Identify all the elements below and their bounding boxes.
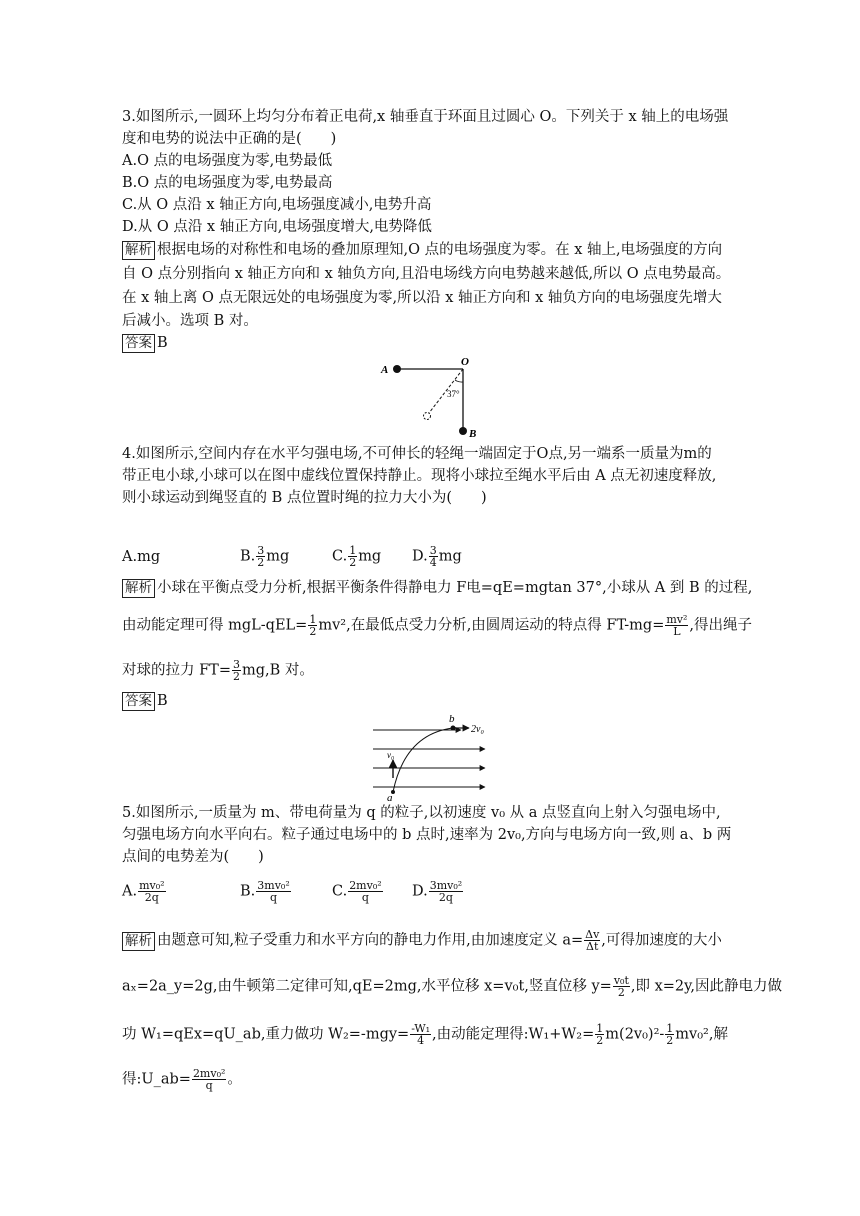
analysis-tag: 解析 bbox=[122, 932, 155, 951]
label-v0: v₀ bbox=[387, 750, 395, 760]
q5-option-b: B. $\frac{\text{3mv₀²}}{q}$ bbox=[240, 879, 290, 904]
q5-option-d: D. $\frac{\text{3mv₀²}}{2q}$ bbox=[412, 879, 463, 904]
q5-option-c: C. $\frac{\text{2mv₀²}}{q}$ bbox=[332, 879, 382, 904]
label-o: O bbox=[461, 356, 469, 368]
point-b-dot bbox=[459, 427, 467, 435]
label-a: a bbox=[387, 792, 393, 802]
q4-options bbox=[122, 545, 462, 568]
trajectory-curve bbox=[393, 728, 453, 792]
q3-stem-line1: 3.如图所示,一圆环上均匀分布着正电荷,x 轴垂直于环面且过圆心 O。下列关于 x 轴上的电场强 bbox=[122, 109, 729, 125]
q4-option-b: B. $\frac{3}{2}$ mg bbox=[240, 544, 290, 569]
q4-answer bbox=[122, 692, 168, 711]
q3-analysis-line3: 在 x 轴上离 O 点无限远处的电场强度为零,所以沿 x 轴正方向和 x 轴负方向的电场强度先增大 bbox=[122, 290, 722, 306]
q4-analysis-line3: 对球的拉力 FT= $\frac{3}{2}$ mg,B 对。 bbox=[122, 658, 314, 683]
answer-tag: 答案 bbox=[122, 334, 155, 353]
q5-analysis-line1: 解析 由题意可知,粒子受重力和水平方向的静电力作用,由加速度定义 a= $\frac{\Delta v}{\Delta t}$ ,可得加速度的大小 bbox=[122, 929, 722, 952]
q5-analysis-line4: 得:U_ab= $\frac{\text{2mv₀²}}{q}$ 。 bbox=[122, 1067, 242, 1092]
q4-option-c: C. $\frac{1}{2}$ mg bbox=[332, 544, 382, 569]
q4-stem-line3: 则小球运动到绳竖直的 B 点位置时绳的拉力大小为( ) bbox=[122, 490, 487, 506]
q3-analysis-line4: 后减小。选项 B 对。 bbox=[122, 313, 258, 329]
q5-stem-line2: 匀强电场方向水平向右。粒子通过电场中的 b 点时,速率为 2v₀,方向与电场方向一致,则 a、b 两 bbox=[122, 827, 732, 843]
electric-field-figure bbox=[365, 712, 505, 802]
q5-stem-line1: 5.如图所示,一质量为 m、带电荷量为 q 的粒子,以初速度 v₀ 从 a 点竖直向上射入匀强电场中, bbox=[122, 805, 721, 821]
q3-answer-value: B bbox=[157, 335, 168, 351]
q5-analysis-line3: 功 W₁=qEx=qU_ab,重力做功 W₂=-mgy= $\frac{\text{-W₁}}{4}$ ,由动能定理得:W₁+W₂= $\frac{1}{2}$ m(2v₀)²- $\frac{1}{2}$ mv₀²,解 bbox=[122, 1022, 728, 1047]
angle-arc bbox=[455, 380, 463, 382]
q4-analysis-line1 bbox=[122, 579, 752, 598]
q4-stem-line1: 4.如图所示,空间内存在水平匀强电场,不可伸长的轻绳一端固定于O点,另一端系一质量为m的 bbox=[122, 446, 712, 462]
q4-analysis-line2: 由动能定理可得 mgL-qEL= $\frac{1}{2}$ mv²,在最低点受力分析,由圆周运动的特点得 FT-mg= $\frac{\text{mv²}}{L}$ ,得出绳子 bbox=[122, 613, 753, 638]
q3-option-d: D.从 O 点沿 x 轴正方向,电场强度增大,电势降低 bbox=[122, 219, 432, 235]
q4-stem-line2: 带正电小球,小球可以在图中虚线位置保持静止。现将小球拉至绳水平后由 A 点无初速度释放, bbox=[122, 468, 717, 484]
q3-analysis-text: 根据电场的对称性和电场的叠加原理知,O 点的电场强度为零。在 x 轴上,电场强度的方向 bbox=[157, 242, 723, 258]
analysis-tag: 解析 bbox=[122, 579, 155, 598]
label-b: b bbox=[449, 713, 455, 725]
label-2v0: 2v₀ bbox=[471, 724, 484, 735]
q4-answer-value: B bbox=[157, 693, 168, 709]
q3-option-c: C.从 O 点沿 x 轴正方向,电场强度减小,电势升高 bbox=[122, 197, 432, 213]
q5-options bbox=[122, 880, 464, 903]
label-a: A bbox=[381, 364, 389, 376]
q4-option-d: D. $\frac{3}{4}$ mg bbox=[412, 544, 462, 569]
q3-option-a: A.O 点的电场强度为零,电势最低 bbox=[122, 153, 333, 169]
label-b: B bbox=[469, 428, 477, 440]
q3-stem-line2: 度和电势的说法中正确的是( ) bbox=[122, 131, 337, 147]
q3-answer bbox=[122, 334, 168, 353]
q4-option-a: A.mg bbox=[122, 548, 161, 565]
q3-option-b: B.O 点的电场强度为零,电势最高 bbox=[122, 175, 333, 191]
analysis-tag: 解析 bbox=[122, 241, 155, 260]
pendulum-figure bbox=[375, 355, 495, 440]
equilibrium-ball bbox=[424, 413, 431, 420]
q3-analysis-line2: 自 O 点分别指向 x 轴正方向和 x 轴负方向,且沿电场线方向电势越来越低,所以 O 点电势最高。 bbox=[122, 266, 731, 282]
answer-tag: 答案 bbox=[122, 692, 155, 711]
q3-analysis-line1 bbox=[122, 241, 722, 260]
q5-stem-line3: 点间的电势差为( ) bbox=[122, 849, 264, 865]
point-b-dot bbox=[451, 726, 456, 731]
q4-analysis-text: 小球在平衡点受力分析,根据平衡条件得静电力 F电=qE=mgtan 37°,小球从 A 到 B 的过程, bbox=[157, 580, 753, 596]
label-angle: 37° bbox=[447, 389, 460, 399]
q5-option-a: A. $\frac{\text{mv₀²}}{2q}$ bbox=[122, 879, 165, 904]
q5-analysis-line2: aₓ=2a_y=2g,由牛顿第二定律可知,qE=2mg,水平位移 x=v₀t,竖直位移 y= $\frac{\text{v₀t}}{2}$ ,即 x=2y,因此静电力做 bbox=[122, 974, 783, 999]
